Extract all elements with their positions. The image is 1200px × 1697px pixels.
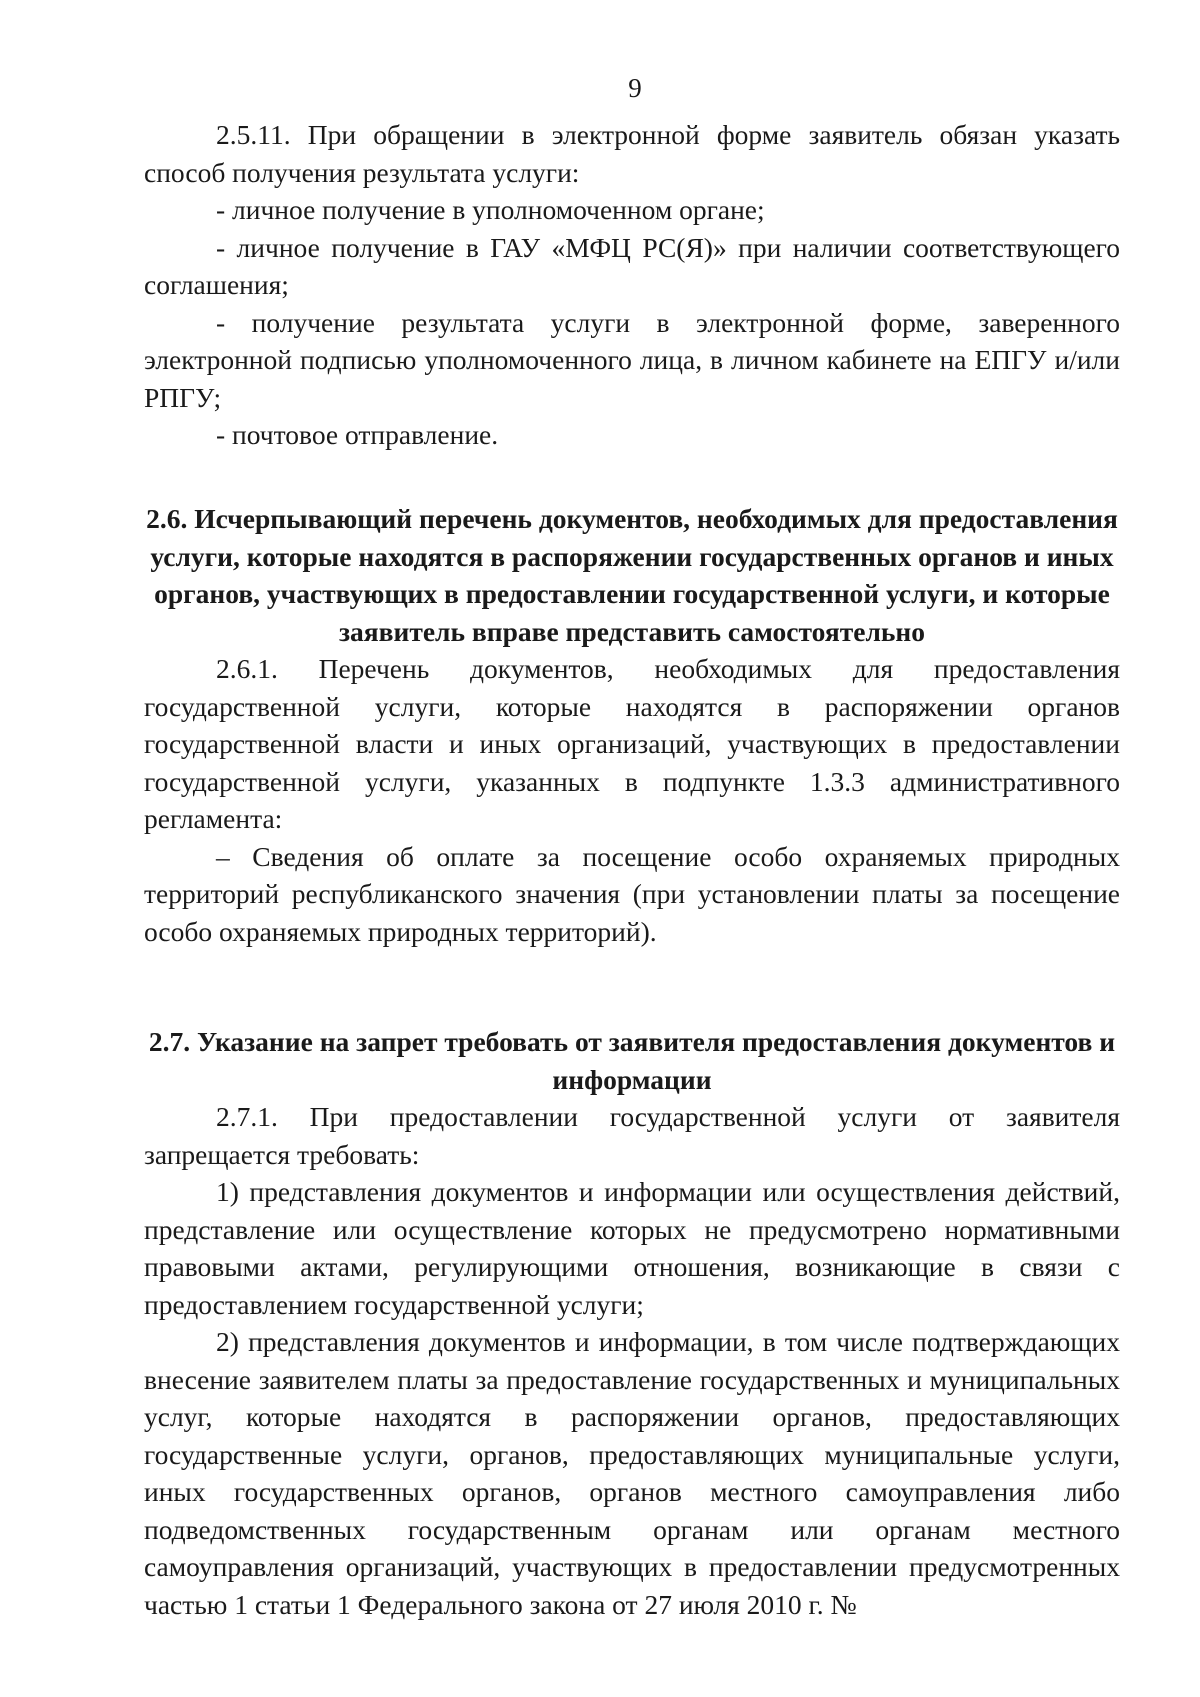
list-item: - личное получение в ГАУ «МФЦ РС(Я)» при наличии соответствующего соглашения; bbox=[144, 231, 1120, 300]
paragraph: 2.6.1. Перечень документов, необходимых для предоставления государственной услуги, которые находятся в распоряжении органов государственной власти и иных организаций, участвующих в предоставлении государственной услуги, указанных в подпункте 1.3.3 административного регламента: bbox=[144, 653, 1120, 834]
page-number: 9 bbox=[628, 73, 642, 103]
section-2-7 bbox=[144, 1023, 1120, 1623]
section-2-6 bbox=[144, 500, 1120, 950]
section-2-5-11 bbox=[144, 116, 1120, 454]
list-item: 2) представления документов и информации, в том числе подтверждающих внесение заявителем платы за предоставление государственных и муниципальных услуг, которые находятся в распоряжении органов, предоставляющих государственные услуги, органов, предоставляющих муниципальные услуги, иных государственных органов, органов местного самоуправления либо подведомственных государственным органам или органам местного самоуправления организаций, участвующих в предоставлении предусмотренных частью 1 статьи 1 Федерального закона от 27 июля 2010 г. № bbox=[144, 1326, 1120, 1620]
list-item: - почтовое отправление. bbox=[216, 419, 499, 450]
list-item: – Сведения об оплате за посещение особо охраняемых природных территорий республиканского значения (при установлении платы за посещение особо охраняемых природных территорий). bbox=[144, 840, 1120, 947]
paragraph: 2.7.1. При предоставлении государственной услуги от заявителя запрещается требовать: bbox=[144, 1101, 1120, 1170]
list-item: - личное получение в уполномоченном органе; bbox=[216, 194, 765, 225]
list-item: - получение результата услуги в электронной форме, заверенного электронной подписью уполномоченного лица, в личном кабинете на ЕПГУ и/или РПГУ; bbox=[144, 306, 1120, 413]
section-heading: 2.6. Исчерпывающий перечень документов, необходимых для предоставления услуги, которые находятся в распоряжении государственных органов и иных органов, участвующих в предоставлении государственной услуги, и которые заявитель вправе представить самостоятельно bbox=[146, 503, 1118, 647]
paragraph: 2.5.11. При обращении в электронной форме заявитель обязан указать способ получения результата услуги: bbox=[144, 119, 1120, 188]
list-item: 1) представления документов и информации или осуществления действий, представление или осуществление которых не предусмотрено нормативными правовыми актами, регулирующими отношения, возникающие в связи с предоставлением государственной услуги; bbox=[144, 1176, 1120, 1320]
section-heading: 2.7. Указание на запрет требовать от заявителя предоставления документов и информации bbox=[148, 1026, 1116, 1095]
